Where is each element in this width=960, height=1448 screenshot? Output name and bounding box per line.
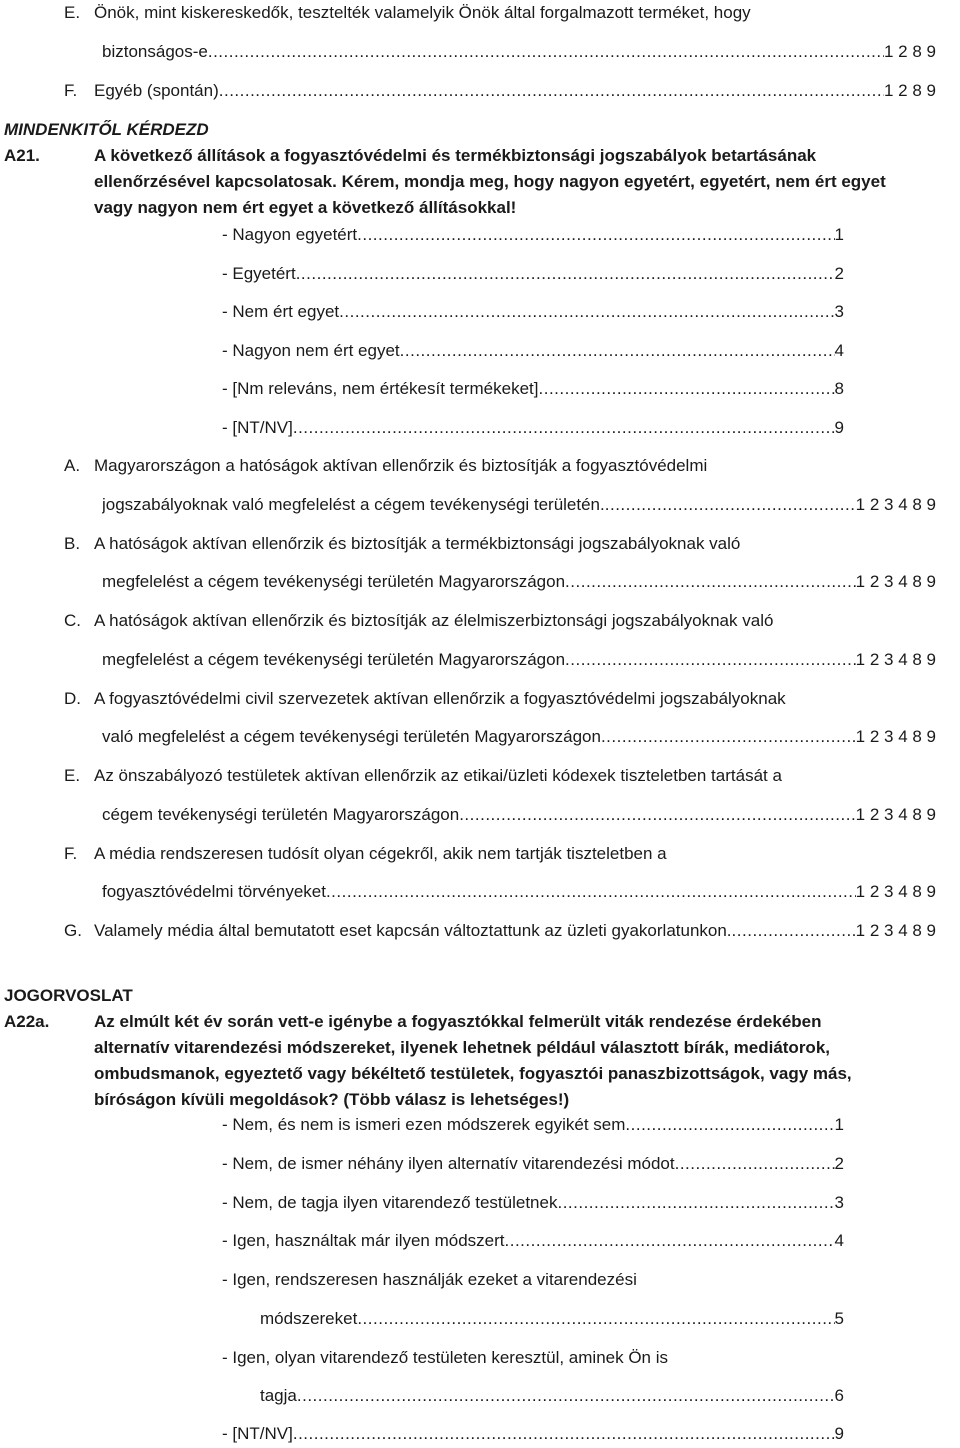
statement-g-letter: G. [64, 921, 82, 940]
statement-f-letter: F. [64, 844, 78, 863]
section-heading-mindenkitol: MINDENKITŐL KÉRDEZD [4, 120, 209, 139]
scale-code: 4 [834, 341, 844, 360]
item-f-text: Egyéb (spontán) [94, 81, 219, 100]
leader-dots [565, 649, 856, 671]
option-code: 9 [834, 1424, 844, 1443]
answer-codes: 1 2 3 4 8 9 [855, 650, 936, 669]
scale-option [222, 378, 844, 400]
a22a-option [260, 1308, 844, 1330]
leader-dots [605, 494, 856, 516]
question-a21-line3: vagy nagyon nem ért egyet a következő állításokkal! [94, 198, 517, 217]
scale-option [222, 301, 844, 323]
answer-codes: 1 2 3 4 8 9 [855, 921, 936, 940]
scale-label: - [Nm releváns, nem értékesít termékeket] [222, 379, 539, 398]
scale-option [222, 417, 844, 439]
leader-dots [296, 263, 835, 285]
statement-a-letter: A. [64, 456, 81, 475]
statement-f-line2: fogyasztóvédelmi törvényeket [102, 882, 326, 901]
statement-c-answer-row [102, 649, 936, 671]
statement-c-letter: C. [64, 611, 81, 630]
scale-label: - Egyetért [222, 264, 296, 283]
option-code: 6 [834, 1386, 844, 1405]
item-f-letter: F. [64, 81, 78, 100]
leader-dots [557, 1192, 834, 1214]
leader-dots [326, 881, 856, 903]
option-code: 4 [834, 1231, 844, 1250]
a22a-option [222, 1114, 844, 1136]
scale-code: 9 [834, 418, 844, 437]
leader-dots [539, 378, 835, 400]
question-a21-line1: A következő állítások a fogyasztóvédelmi és termékbiztonsági jogszabályok betartásának [94, 146, 817, 165]
item-e-text-line2: biztonságos-e [102, 42, 208, 61]
answer-codes: 1 2 3 4 8 9 [855, 495, 936, 514]
statement-f-line1: A média rendszeresen tudósít olyan cégekről, akik nem tartják tiszteletben a [94, 844, 667, 863]
leader-dots [293, 417, 835, 439]
statement-c-line2: megfelelést a cégem tevékenységi területén Magyarországon [102, 650, 566, 669]
statement-g-answer-row [94, 920, 936, 942]
answer-codes: 1 2 8 9 [884, 42, 936, 61]
section-heading-jogorvoslat: JOGORVOSLAT [4, 986, 133, 1005]
option-label: - Igen, használtak már ilyen módszert [222, 1231, 505, 1250]
scale-label: - Nagyon nem ért egyet [222, 341, 400, 360]
question-a22a-line4: bíróságon kívüli megoldások? (Több válasz is lehetséges!) [94, 1090, 570, 1109]
a22a-option [222, 1153, 844, 1175]
statement-b-line1: A hatóságok aktívan ellenőrzik és biztosítják a termékbiztonsági jogszabályoknak való [94, 534, 741, 553]
scale-label: - Nagyon egyetért [222, 225, 358, 244]
leader-dots [675, 1153, 835, 1175]
statement-a-answer-row [102, 494, 936, 516]
a22a-option [222, 1230, 844, 1252]
statement-f-answer-row [102, 881, 936, 903]
leader-dots [505, 1230, 835, 1252]
statement-d-line1: A fogyasztóvédelmi civil szervezetek aktívan ellenőrzik a fogyasztóvédelmi jogszabályoknak [94, 689, 786, 708]
leader-dots [732, 920, 856, 942]
item-e-letter: E. [64, 3, 81, 22]
a22a-option-5-label: - Igen, rendszeresen használják ezeket a vitarendezési [222, 1270, 637, 1289]
answer-codes: 1 2 3 4 8 9 [855, 805, 936, 824]
option-label: - Nem, de tagja ilyen vitarendező testületnek [222, 1193, 558, 1212]
scale-option [222, 340, 844, 362]
item-e-answer-row [102, 41, 936, 63]
statement-e-line1: Az önszabályozó testületek aktívan ellenőrzik az etikai/üzleti kódexek tiszteletben tartását a [94, 766, 782, 785]
scale-option [222, 224, 844, 246]
leader-dots [459, 804, 855, 826]
leader-dots [297, 1385, 835, 1407]
leader-dots [339, 301, 834, 323]
statement-b-answer-row [102, 571, 936, 593]
question-a21-line2 [94, 171, 886, 193]
a22a-option [222, 1192, 844, 1214]
statement-d-line2: való megfelelést a cégem tevékenységi területén Magyarországon [102, 727, 601, 746]
answer-codes: 1 2 3 4 8 9 [855, 727, 936, 746]
item-e-text-line1: Önök, mint kiskereskedők, tesztelték valamelyik Önök által forgalmazott terméket, hogy [94, 3, 751, 22]
a22a-option-6-label: - Igen, olyan vitarendező testületen keresztül, aminek Ön is [222, 1348, 669, 1367]
statement-e-answer-row [102, 804, 936, 826]
question-a21-line2-bold: Kérem, mondja meg, hogy nagyon egyetért, egyetért, nem ért egyet [341, 172, 886, 191]
option-code: 5 [834, 1309, 844, 1328]
a22a-option [222, 1423, 844, 1445]
scale-code: 3 [834, 302, 844, 321]
statement-a-line1: Magyarországon a hatóságok aktívan ellenőrzik és biztosítják a fogyasztóvédelmi [94, 456, 708, 475]
leader-dots [400, 340, 835, 362]
scale-label: - Nem ért egyet [222, 302, 340, 321]
question-a21-number: A21. [4, 146, 40, 165]
leader-dots [601, 726, 856, 748]
statement-g-line1: Valamely média által bemutatott eset kapcsán változtattunk az üzleti gyakorlatunkon. [94, 921, 732, 940]
scale-code: 2 [834, 264, 844, 283]
option-label-cont: módszereket [260, 1309, 358, 1328]
leader-dots [357, 224, 834, 246]
question-a22a-line2: alternatív vitarendezési módszereket, ilyenek lehetnek például választott bírák, mediátorok, [94, 1038, 830, 1057]
item-f-answer-row [94, 80, 936, 102]
option-code: 1 [834, 1115, 844, 1134]
option-label: - Nem, és nem is ismeri ezen módszerek egyikét sem [222, 1115, 626, 1134]
statement-d-answer-row [102, 726, 936, 748]
statement-c-line1: A hatóságok aktívan ellenőrzik és biztosítják az élelmiszerbiztonsági jogszabályoknak való [94, 611, 774, 630]
answer-codes: 1 2 3 4 8 9 [855, 572, 936, 591]
leader-dots [565, 571, 856, 593]
answer-codes: 1 2 8 9 [884, 81, 936, 100]
statement-a-line2: jogszabályoknak való megfelelést a cégem tevékenységi területén. [102, 495, 605, 514]
scale-code: 1 [834, 225, 844, 244]
option-code: 3 [834, 1193, 844, 1212]
question-a22a-line1: Az elmúlt két év során vett-e igénybe a fogyasztókkal felmerült viták rendezése érdekében [94, 1012, 822, 1031]
leader-dots [293, 1423, 835, 1445]
question-a21-line2-normal: ellenőrzésével kapcsolatosak. [94, 172, 337, 191]
leader-dots [208, 41, 884, 63]
leader-dots [357, 1308, 834, 1330]
statement-e-line2: cégem tevékenységi területén Magyarországon [102, 805, 460, 824]
a22a-option [260, 1385, 844, 1407]
scale-option [222, 263, 844, 285]
leader-dots [625, 1114, 834, 1136]
option-label: - Nem, de ismer néhány ilyen alternatív vitarendezési módot [222, 1154, 675, 1173]
question-a22a-number: A22a. [4, 1012, 50, 1031]
option-label: - [NT/NV] [222, 1424, 293, 1443]
scale-code: 8 [834, 379, 844, 398]
statement-b-letter: B. [64, 534, 81, 553]
question-a22a-line3: ombudsmanok, egyeztető vagy békéltető testületek, fogyasztói panaszbizottságok, vagy más, [94, 1064, 852, 1083]
statement-e-letter: E. [64, 766, 81, 785]
answer-codes: 1 2 3 4 8 9 [855, 882, 936, 901]
scale-label: - [NT/NV] [222, 418, 293, 437]
statement-d-letter: D. [64, 689, 81, 708]
option-label-cont: tagja [260, 1386, 297, 1405]
option-code: 2 [834, 1154, 844, 1173]
statement-b-line2: megfelelést a cégem tevékenységi területén Magyarországon [102, 572, 566, 591]
leader-dots [219, 80, 884, 102]
